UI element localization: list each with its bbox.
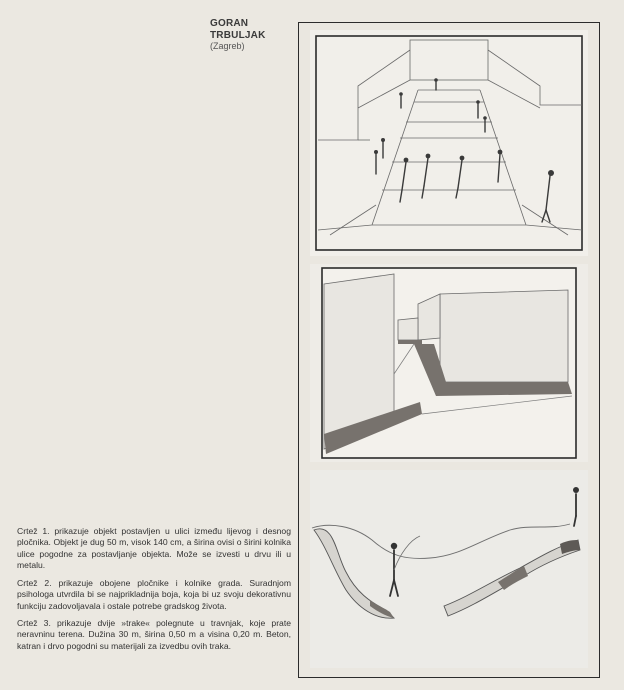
drawing-1-sketch <box>310 30 588 256</box>
drawing-3-sketch <box>310 470 588 668</box>
drawing-2 <box>310 264 588 462</box>
caption-drawing-2: Crtež 2. prikazuje obojene pločnike i kolnike grada. Suradnjom psihologa utvrdila bi se najprikladnija boja, koja bi uz svoju dekorativnu funkciju zadovoljavala i ostale potrebe gradskog života. <box>17 577 291 611</box>
drawing-1 <box>310 30 588 256</box>
drawing-2-sketch <box>310 264 588 462</box>
author-city: (Zagreb) <box>210 41 245 51</box>
author-block <box>210 18 300 51</box>
caption-drawing-3: Crtež 3. prikazuje dvije »trake« polegnute u travnjak, koje prate neravninu terena. Dužina 30 m, širina 0,50 m a visina 0,20 m. Beton, katran i drvo pogodni su materijali za izvedbu ovih traka. <box>17 617 291 651</box>
drawing-captions <box>17 526 291 658</box>
drawing-3 <box>310 470 588 668</box>
caption-drawing-1: Crtež 1. prikazuje objekt postavljen u ulici između lijevog i desnog pločnika. Objekt je dug 50 m, visok 140 cm, a širina ovisi o širini kolnika ulice pogodne za postavljanje objekta. Može se izvesti u drvu ili u metalu. <box>17 526 291 571</box>
author-name: GORAN TRBULJAK <box>210 18 266 41</box>
